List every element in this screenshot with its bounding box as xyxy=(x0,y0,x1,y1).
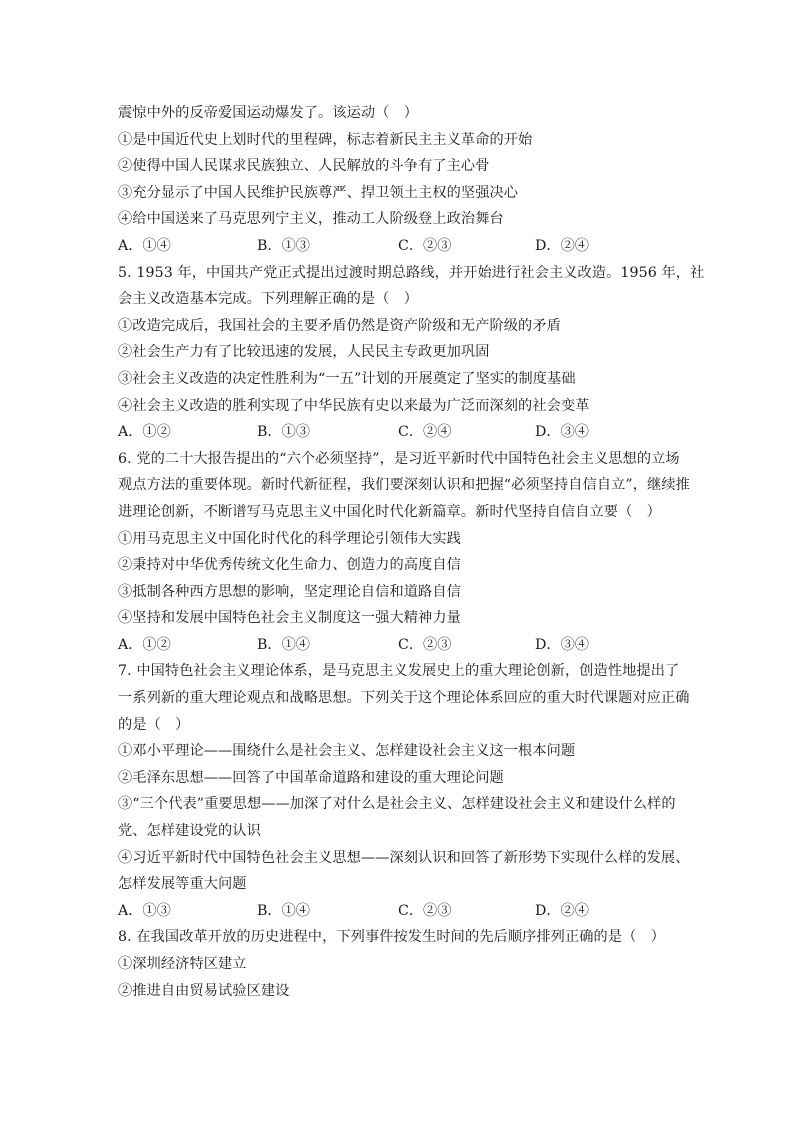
statement-2: ②社会生产力有了比较迅速的发展，人民民主专政更加巩固 xyxy=(118,344,490,361)
option-d: D．③④ xyxy=(535,636,589,653)
statement-3: ③充分显示了中国人民维护民族尊严、捍卫领土主权的坚强决心 xyxy=(118,184,519,201)
question-4 xyxy=(118,100,688,260)
question-stem-line: 6. 党的二十大报告提出的“六个必须坚持”，是习近平新时代中国特色社会主义思想的立场 xyxy=(118,450,680,467)
statement-1: ①改造完成后，我国社会的主要矛盾仍然是资产阶级和无产阶级的矛盾 xyxy=(118,317,561,334)
option-d: D．②④ xyxy=(535,237,589,254)
option-a: A．①② xyxy=(118,424,171,441)
question-stem-line: 5. 1953 年，中国共产党正式提出过渡时期总路线，并开始进行社会主义改造。1956 年，社 xyxy=(118,264,705,281)
statement-3: ③社会主义改造的决定性胜利为“一五”计划的开展奠定了坚实的制度基础 xyxy=(118,370,576,387)
statement-1: ①邓小平理论——围绕什么是社会主义、怎样建设社会主义这一根本问题 xyxy=(118,743,576,760)
answer-options xyxy=(118,419,688,446)
option-a: A．①④ xyxy=(118,237,171,254)
statement-3: ③“三个代表”重要思想——加深了对什么是社会主义、怎样建设社会主义和建设什么样的 xyxy=(118,796,676,813)
option-b: B．①④ xyxy=(257,902,310,919)
question-stem-line: 的是（ ） xyxy=(118,716,190,733)
statement-1: ①用马克思主义中国化时代化的科学理论引领伟大实践 xyxy=(118,530,461,547)
exam-page xyxy=(118,100,705,1004)
statement-2: ②推进自由贸易试验区建设 xyxy=(118,982,290,999)
option-a: A．①③ xyxy=(118,902,171,919)
option-a: A．①② xyxy=(118,636,171,653)
option-b: B．①③ xyxy=(257,424,310,441)
statement-3: ③抵制各种西方思想的影响，坚定理论自信和道路自信 xyxy=(118,583,461,600)
question-stem-line: 一系列新的重大理论观点和战略思想。下列关于这个理论体系回应的重大时代课题对应正确 xyxy=(118,690,690,707)
question-stem-line: 进理论创新，不断谱写马克思主义中国化时代化新篇章。新时代坚持自信自立要（ ） xyxy=(118,503,661,520)
question-5 xyxy=(118,260,705,446)
option-c: C．②④ xyxy=(398,424,452,441)
answer-options xyxy=(118,233,688,260)
statement-1: ①是中国近代史上划时代的里程碑，标志着新民主主义革命的开始 xyxy=(118,131,533,148)
statement-1: ①深圳经济特区建立 xyxy=(118,956,247,972)
statement-4: ④习近平新时代中国特色社会主义思想——深刻认识和回答了新形势下实现什么样的发展、 xyxy=(118,849,690,866)
question-stem-line: 震惊中外的反帝爱国运动爆发了。该运动（ ） xyxy=(118,105,419,121)
question-6 xyxy=(118,446,688,659)
statement-4: ④给中国送来了马克思列宁主义，推动工人阶级登上政治舞台 xyxy=(118,211,504,228)
statement-4-continued: 怎样发展等重大问题 xyxy=(118,876,247,893)
answer-options xyxy=(118,898,688,925)
option-c: C．②③ xyxy=(398,902,452,919)
option-b: B．①③ xyxy=(257,237,310,254)
option-b: B．①④ xyxy=(257,636,310,653)
statement-2: ②毛泽东思想——回答了中国革命道路和建设的重大理论问题 xyxy=(118,769,504,786)
option-c: C．②③ xyxy=(398,237,452,254)
question-8 xyxy=(118,924,688,1004)
question-stem-line: 会主义改造基本完成。下列理解正确的是（ ） xyxy=(118,291,419,308)
option-d: D．③④ xyxy=(535,424,589,441)
option-c: C．②③ xyxy=(398,636,452,653)
statement-4: ④坚持和发展中国特色社会主义制度这一强大精神力量 xyxy=(118,610,461,627)
statement-2: ②秉持对中华优秀传统文化生命力、创造力的高度自信 xyxy=(118,557,461,574)
option-d: D．②④ xyxy=(535,902,589,919)
statement-2: ②使得中国人民谋求民族独立、人民解放的斗争有了主心骨 xyxy=(118,158,490,175)
question-stem-line: 7. 中国特色社会主义理论体系，是马克思主义发展史上的重大理论创新，创造性地提出了 xyxy=(118,663,680,680)
statement-4: ④社会主义改造的胜利实现了中华民族有史以来最为广泛而深刻的社会变革 xyxy=(118,397,590,414)
statement-3-continued: 党、怎样建设党的认识 xyxy=(118,823,261,840)
question-stem-line: 观点方法的重要体现。新时代新征程，我们要深刻认识和把握“必须坚持自信自立”，继续推 xyxy=(118,477,690,494)
question-7 xyxy=(118,658,688,924)
question-stem-line: 8. 在我国改革开放的历史进程中，下列事件按发生时间的先后顺序排列正确的是（ ） xyxy=(118,929,665,946)
answer-options xyxy=(118,632,688,659)
